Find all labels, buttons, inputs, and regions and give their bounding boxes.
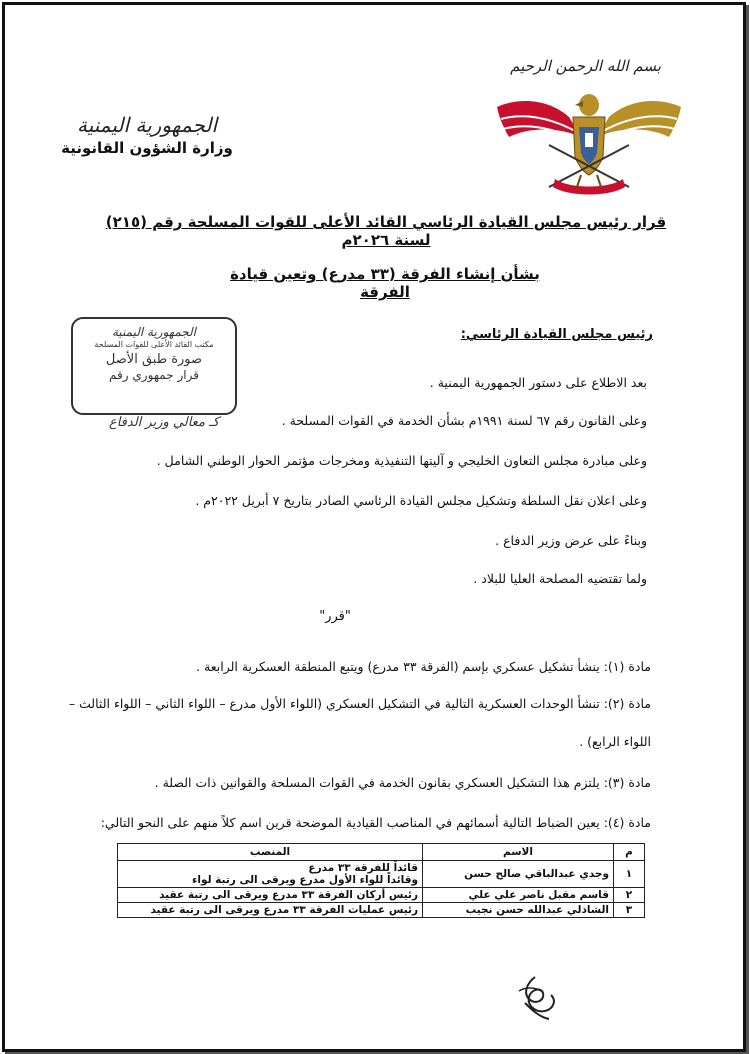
decree-word: "قرر" — [319, 609, 351, 624]
col-header-position: المنصب — [118, 844, 423, 861]
preamble-line: وعلى مبادرة مجلس التعاون الخليجي و آليتها التنفيذية ومخرجات مؤتمر الحوار الوطني الشامل . — [156, 453, 647, 468]
table-header-row — [118, 844, 645, 861]
row-number: ٣ — [614, 903, 645, 918]
officer-name: الشاذلي عبدالله حسن نجيب — [423, 903, 614, 918]
officer-position: قائداً للفرقة ٣٣ مدرع وقائداً للواء الأول مدرع ويرقى الى رتبة لواء — [118, 861, 423, 888]
officer-position: رئيس عمليات الفرقة ٣٣ مدرع ويرقى الى رتبة عقيد — [118, 903, 423, 918]
officers-table — [117, 843, 645, 918]
preamble-line: وعلى القانون رقم ٦٧ لسنة ١٩٩١م بشأن الخدمة في القوات المسلحة . — [281, 413, 647, 428]
document-page — [2, 2, 746, 1052]
stamp-republic: الجمهورية اليمنية — [111, 325, 196, 339]
handwritten-note: كـ معالي وزير الدفاع — [108, 415, 220, 430]
article-2: مادة (٢): تنشأ الوحدات العسكرية التالية في التشكيل العسكري (اللواء الأول مدرع – اللواء الثاني – اللواء الثالث – اللواء الرابع) . — [68, 696, 651, 749]
republic-name: الجمهورية اليمنية — [76, 113, 218, 137]
decree-subtitle: بشأن إنشاء الفرقة (٣٣ مدرع) وتعين قيادة الفرقة — [230, 265, 540, 301]
stamp-true-copy: صورة طبق الأصل — [105, 352, 203, 367]
row-number: ٢ — [614, 888, 645, 903]
col-header-name: الاسم — [423, 844, 614, 861]
row-number: ١ — [614, 861, 645, 888]
article-4: مادة (٤): يعين الضباط التالية أسمائهم في المناصب القيادية الموضحة قرين اسم كلاً منهم على النحو التالي: — [100, 815, 651, 830]
ministry-name: وزارة الشؤون القانونية — [61, 139, 233, 157]
preamble-heading: رئيس مجلس القيادة الرئاسي: — [460, 327, 653, 342]
signature-icon — [505, 973, 565, 1023]
col-header-number: م — [614, 844, 645, 861]
officer-position: رئيس أركان الفرقة ٣٣ مدرع ويرقى الى رتبة عقيد — [118, 888, 423, 903]
preamble-line: وبناءً على عرض وزير الدفاع . — [495, 533, 647, 548]
preamble-line: وعلى اعلان نقل السلطة وتشكيل مجلس القيادة الرئاسي الصادر بتاريخ ٧ أبريل ٢٠٢٢م . — [195, 493, 647, 508]
table-row — [118, 903, 645, 918]
yemen-emblem-icon — [489, 87, 689, 199]
ministry-header — [57, 113, 237, 157]
basmala: بسم الله الرحمن الرحيم — [510, 57, 661, 75]
table-row — [118, 888, 645, 903]
table-row — [118, 861, 645, 888]
article-3: مادة (٣): يلتزم هذا التشكيل العسكري بقانون الخدمة في القوات المسلحة والقوانين ذات الصلة . — [154, 775, 651, 790]
officer-name: قاسم مقبل ناصر علي علي — [423, 888, 614, 903]
stamp-office: مكتب القائد الأعلى للقوات المسلحة — [94, 340, 214, 349]
preamble-line: ولما تقتضيه المصلحة العليا للبلاد . — [473, 571, 647, 586]
preamble-line: بعد الاطلاع على دستور الجمهورية اليمنية . — [429, 375, 647, 390]
stamp-decree-number: قرار جمهوري رقم — [109, 368, 199, 382]
article-1: مادة (١): ينشأ تشكيل عسكري بإسم (الفرقة ٣٣ مدرع) ويتبع المنطقة العسكرية الرابعة . — [196, 659, 651, 674]
certified-copy-stamp — [71, 317, 237, 415]
officer-name: وجدي عبدالباقي صالح حسن — [423, 861, 614, 888]
decree-title: قرار رئيس مجلس القيادة الرئاسي القائد الأعلى للقوات المسلحة رقم (٢١٥) لسنة ٢٠٢٦م — [105, 213, 667, 249]
